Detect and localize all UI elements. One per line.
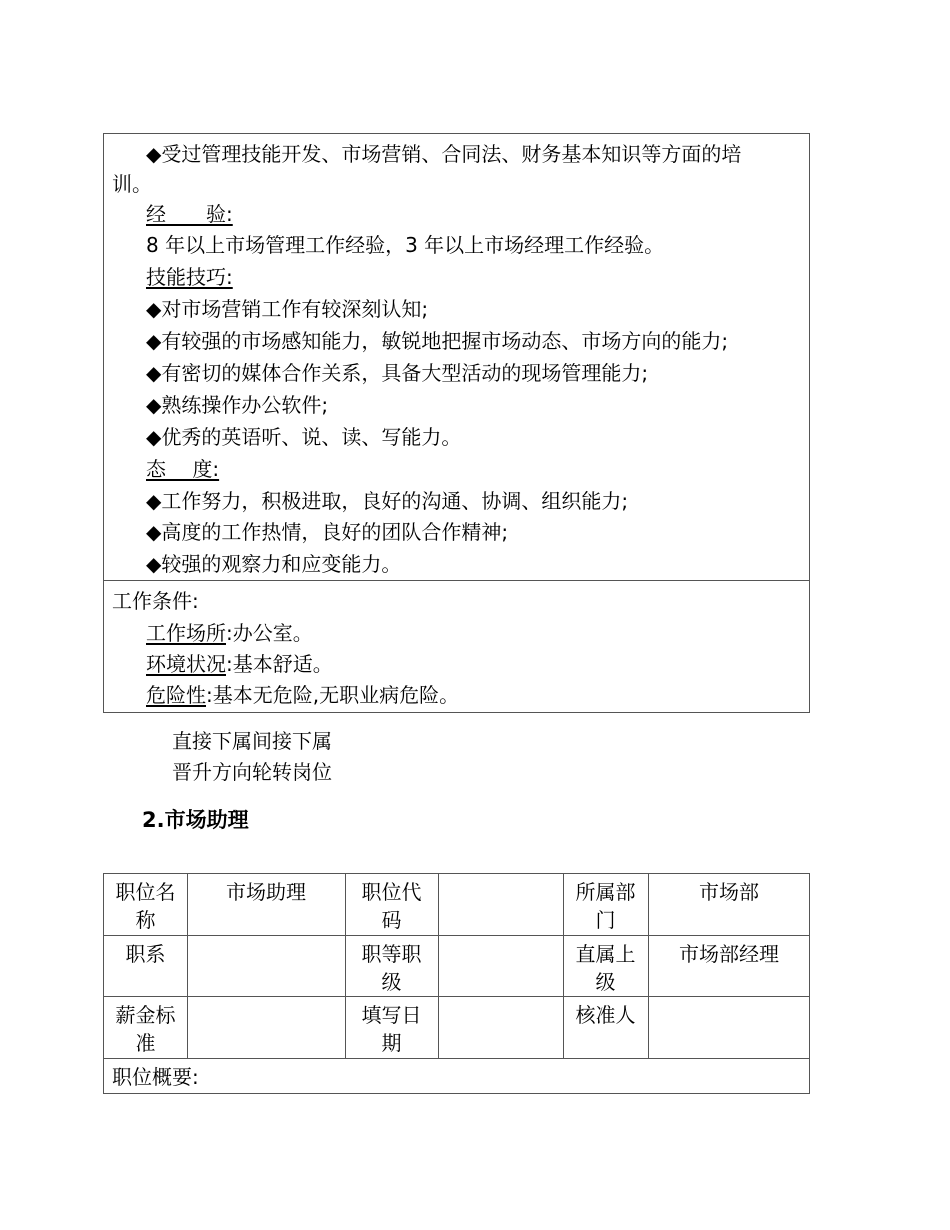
row-divider (104, 1058, 809, 1059)
workplace-value: :办公室。 (226, 621, 313, 645)
cell-department-value: 市场部 (699, 880, 759, 904)
cell-job-grade-label: 职等职 级 (361, 942, 422, 994)
cell-supervisor-value: 市场部经理 (679, 942, 779, 966)
attitude-item: ◆较强的观察力和应变能力。 (146, 552, 402, 576)
environment-value: :基本舒适。 (226, 652, 333, 676)
cell-position-code-label: 职位代 码 (361, 880, 422, 932)
hazard-line (146, 681, 459, 709)
environment-line (146, 650, 333, 678)
cell-supervisor-label: 直属上 级 (575, 942, 636, 994)
conditions-title: 工作条件: (112, 589, 199, 613)
cell-department-label: 所属部 门 (575, 880, 636, 932)
cell-position-summary-label: 职位概要: (112, 1065, 199, 1089)
attitude-item: ◆工作努力，积极进取，良好的沟通、协调、组织能力; (146, 489, 629, 513)
job-info-table (103, 873, 810, 1094)
experience-text: 8 年以上市场管理工作经验，3 年以上市场经理工作经验。 (146, 233, 665, 257)
row-divider (104, 996, 809, 997)
training-text-cont: 训。 (112, 172, 152, 196)
attitude-item: ◆高度的工作热情，良好的团队合作精神; (146, 520, 509, 544)
skill-item: ◆熟练操作办公软件; (146, 393, 329, 417)
training-text: ◆受过管理技能开发、市场营销、合同法、财务基本知识等方面的培 (146, 142, 742, 166)
row-divider (104, 935, 809, 936)
skill-item: ◆有密切的媒体合作关系，具备大型活动的现场管理能力; (146, 361, 649, 385)
row-divider (104, 580, 809, 581)
environment-label: 环境状况 (146, 652, 226, 676)
hazard-label: 危险性 (146, 683, 206, 707)
cell-position-name-label: 职位名 称 (115, 880, 176, 932)
col-divider (438, 874, 439, 1058)
promotion-text: 晋升方向轮转岗位 (172, 760, 332, 784)
attitude-label: 态 度: (146, 457, 220, 481)
skills-label: 技能技巧: (146, 265, 233, 289)
cell-approver-label: 核准人 (575, 1003, 636, 1027)
cell-job-family-label: 职系 (125, 942, 166, 966)
job-requirements-table (103, 133, 810, 713)
hazard-value: :基本无危险,无职业病危险。 (206, 683, 460, 707)
cell-fill-date-label: 填写日 期 (361, 1003, 422, 1055)
cell-position-name-value: 市场助理 (226, 880, 306, 904)
subordinates-text: 直接下属间接下属 (172, 729, 332, 753)
skill-item: ◆优秀的英语听、说、读、写能力。 (146, 425, 462, 449)
skill-item: ◆有较强的市场感知能力，敏锐地把握市场动态、市场方向的能力; (146, 329, 729, 353)
section-heading: 2.市场助理 (142, 808, 249, 832)
experience-label: 经 验: (146, 202, 233, 226)
cell-salary-label: 薪金标 准 (115, 1003, 176, 1055)
workplace-label: 工作场所 (146, 621, 226, 645)
workplace-line (146, 619, 313, 647)
skill-item: ◆对市场营销工作有较深刻认知; (146, 297, 429, 321)
